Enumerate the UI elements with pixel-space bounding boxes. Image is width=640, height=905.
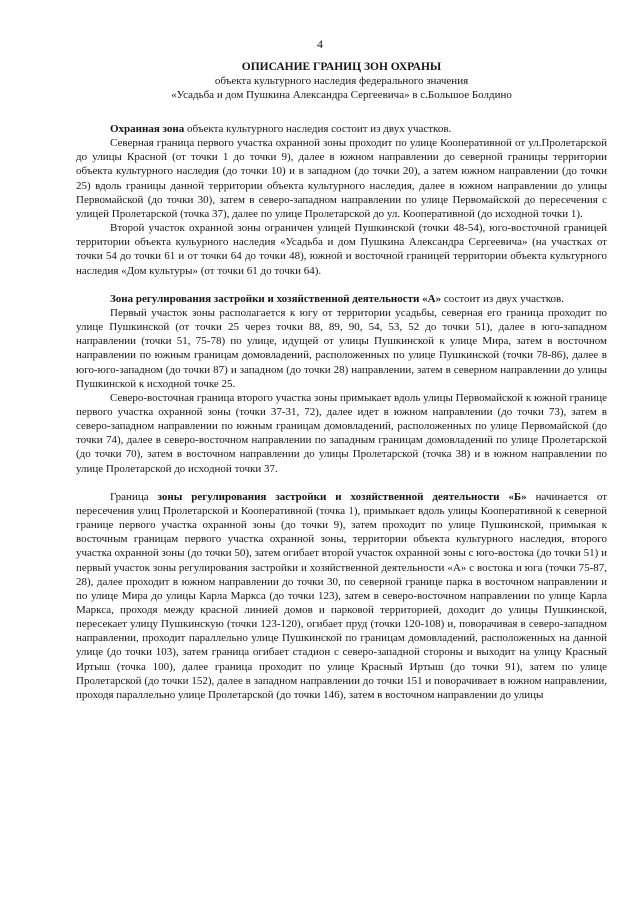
term-zone-a: Зона регулирования застройки и хозяйственной деятельности «А» — [110, 292, 442, 305]
document-header — [76, 60, 607, 102]
header-subtitle-line-2: «Усадьба и дом Пушкина Александра Сергеевича» в с.Большое Болдино — [171, 89, 512, 101]
term-zone-b: зоны регулирования застройки и хозяйственной деятельности «Б» — [157, 490, 527, 503]
paragraph-text: начинается от пересечения улиц Пролетарской и Кооперативной (точка 1), примыкает вдоль улицы Кооперативной к северной границе первого участка охранной зоны (до точки 9), затем проходит по улице Пушкинской, примыкая к восточным границам первого участка охранной зоны, территории объекта культурного наследия, второго участка охранной зоны (до точки 50), затем огибает второй участок охранной зоны с юго-востока (до точки 51) и первый участок зоны регулирования застройки и хозяйственной деятельности «А» с востока и юга (точки 75-87, 28), далее проходит в южном направлении до точки 30, по северной границе парка в восточном направлении и по улице Мира до улицы Карла Маркса (до точки 123), затем в северо-восточном направлении по улице Карла Маркса, проходя между красной линией домов и парковой территорией, доходит до улицы Пушкинской, пересекает улицу Пушкинскую (точки 123-120), огибает пруд (точки 120-108) и, поворачивая в северо-западном направлении, проходит параллельно улице Пушкинской по границам домовладений, расположенных на данной улице (до точки 103), затем граница огибает стадион с северо-западной стороны и выходит на улицу Красный Иртыш (точка 100), далее граница проходит по улице Красный Иртыш (до точки 91), затем по улице Пролетарской (до точки 152), далее в западном направлении до точки 151 и поворачивает в южном направлении, проходя параллельно улице Пролетарской (до точки 146), затем в восточном направлении до улицы — [76, 490, 607, 701]
paragraph-zone-a-second-section: Северо-восточная граница второго участка зоны примыкает вдоль улицы Первомайской к южной границе первого участка охранной зоны (точки 37-31, 72), далее идет в южном направлении (до точки 73), затем в северо-западном направлении по южным границам домовладений, расположенных по улице Первомайской (до точки 74), далее в северо-восточном направлении по западным границам домовладений по улице Пролетарской (до точки 70), затем в восточном направлении до улицы Пролетарской (точка 38) и в южном направлении по улице Пролетарской до исходной точки 37. — [76, 391, 607, 475]
paragraph-protection-zone-first-section: Северная граница первого участка охранной зоны проходит по улице Кооперативной от ул.Пролетарской до улицы Красной (от точки 1 до точки 9), далее в южном направлении до северной границы территории объекта культурного наследия (до точки 10) и в западном (до точки 20), а затем южном направлении (до точки 25) вдоль границы данной территории объекта культурного наследия, далее в южном направлении до улицы Первомайской (до точки 30), затем в северо-западном направлении по улице Первомайской до пересечения с улицей Пролетарской (точка 37), далее по улице Пролетарской до ул. Кооперативной (до исходной точки 1). — [76, 137, 607, 220]
term-protection-zone: Охранная зона — [110, 123, 185, 135]
paragraph-protection-zone-second-section: Второй участок охранной зоны ограничен улицей Пушкинской (точки 48-54), юго-восточной границей территории объекта кульурного наследия «Усадьба и дом Пушкина Александра Сергеевича» (на участках от точки 54 до точки 61 и от точки 64 до точки 48), южной и восточной границей территории объекта культурного наследия «Дом культуры» (от точки 61 до точки 64). — [76, 222, 607, 277]
paragraph-lead: Граница — [110, 490, 158, 503]
paragraph-zone-b-boundary — [76, 490, 607, 702]
paragraph-text: состоит из двух участков. — [441, 292, 564, 305]
header-subtitle-line-1: объекта культурного наследия федерального значения — [214, 75, 469, 87]
document-title: ОПИСАНИЕ ГРАНИЦ ЗОН ОХРАНЫ — [241, 61, 442, 73]
document-body — [76, 122, 607, 702]
paragraph-protection-zone-intro — [76, 122, 607, 136]
paragraph-zone-a-intro — [76, 292, 607, 306]
page-number: 4 — [317, 37, 323, 51]
paragraph-text: объекта культурного наследия состоит из двух участков. — [184, 123, 452, 135]
paragraph-zone-a-first-section: Первый участок зоны располагается к югу от территории усадьбы, северная его граница проходит по улице Пушкинской (от точки 25 через точки 88, 89, 90, 54, 53, 52 до точки 51), далее в юго-западном направлении (точки 51, 75-78) по улице, идущей от улицы Пушкинской к улице Мира, затем в восточном направлении по южным границам домовладений, расположенных по улице Пушкинской (точки 78-86), далее в юго-юго-западном (до точки 87) и западном (до точки 28) направлении, затем в северном направлении до улицы Пушкинской к исходной точке 25. — [76, 306, 607, 390]
